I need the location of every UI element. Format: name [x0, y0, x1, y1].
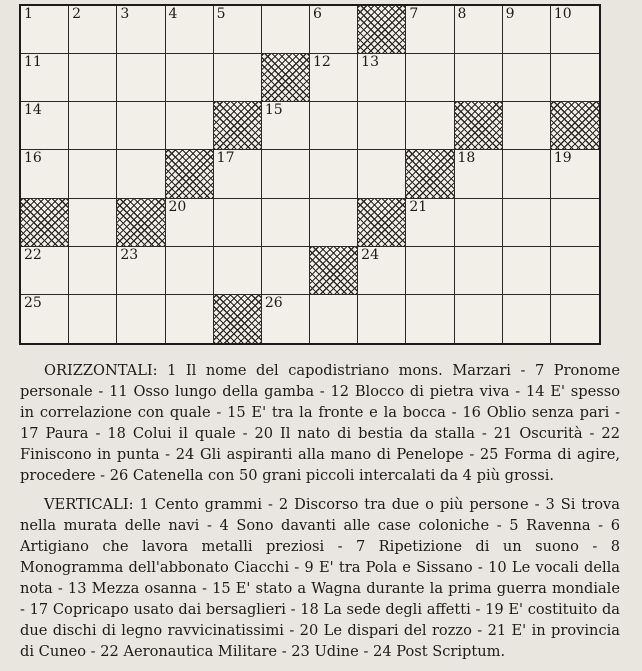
clue-number: 15 — [264, 102, 283, 119]
grid-cell — [69, 295, 117, 343]
grid-cell — [310, 6, 358, 54]
grid-cell — [166, 54, 214, 102]
down-clues — [20, 494, 620, 662]
grid-cell — [69, 199, 117, 247]
grid-cell — [358, 247, 406, 295]
grid-cell — [455, 6, 503, 54]
black-square — [262, 54, 310, 102]
black-square — [358, 199, 406, 247]
grid-cell — [310, 150, 358, 198]
grid-cell — [310, 102, 358, 150]
grid-cell — [69, 54, 117, 102]
grid-cell — [262, 6, 310, 54]
grid-cell — [551, 6, 599, 54]
down-clues-text: 1 Cento grammi - 2 Discorso tra due o più persone - 3 Si trova nella murata delle navi - 4 Sono davanti alle case coloniche - 5 Ravenna - 6 Artigiano che lavora metalli preziosi - 7 Ripetizione di un suono - 8 Monogramma dell'abbonato Ciacchi - 9 E' tra Pola e Sissano - 10 Le vocali della nota - 13 Mezza osanna - 15 E' stato a Wagna durante la prima guerra mondiale - 17 Copricapo usato dai bersaglieri - 18 La sede degli affetti - 19 E' costituito da due dischi di legno ravvicinatissimi - 20 Le dispari del rozzo - 21 E' in provincia di Cuneo - 22 Aeronautica Militare - 23 Udine - 24 Post Scriptum. — [20, 496, 620, 660]
black-square — [214, 102, 262, 150]
grid-cell — [358, 295, 406, 343]
grid-cell — [166, 102, 214, 150]
clue-number: 17 — [216, 150, 235, 167]
grid-cell — [358, 150, 406, 198]
black-square — [166, 150, 214, 198]
clue-number: 21 — [409, 198, 428, 215]
black-square — [455, 102, 503, 150]
grid-cell — [406, 295, 454, 343]
grid-cell — [21, 6, 69, 54]
grid-cell — [117, 6, 165, 54]
clue-number: 14 — [24, 102, 42, 119]
grid-cell — [358, 102, 406, 150]
grid-cell — [455, 199, 503, 247]
grid-cell — [117, 150, 165, 198]
clue-number: 4 — [168, 6, 178, 22]
grid-cell — [551, 295, 599, 343]
grid-cell — [262, 150, 310, 198]
grid-cell — [117, 102, 165, 150]
clue-number: 7 — [409, 6, 419, 22]
grid-cell — [551, 247, 599, 295]
clue-number: 25 — [24, 294, 42, 311]
grid-cell — [214, 199, 262, 247]
black-square — [406, 150, 454, 198]
grid-cell — [21, 150, 69, 198]
grid-cell — [69, 6, 117, 54]
grid-cell — [455, 247, 503, 295]
black-square — [358, 6, 406, 54]
grid-cell — [310, 199, 358, 247]
across-heading: ORIZZONTALI: — [44, 362, 158, 379]
grid-cell — [69, 102, 117, 150]
clue-number: 19 — [553, 150, 572, 167]
clues-section — [20, 360, 620, 662]
grid-cell — [455, 150, 503, 198]
clue-number: 20 — [168, 198, 187, 215]
black-square — [214, 295, 262, 343]
grid-cell — [310, 54, 358, 102]
grid-cell — [262, 102, 310, 150]
grid-cell — [310, 295, 358, 343]
clue-number: 5 — [216, 6, 226, 22]
grid-cell — [117, 247, 165, 295]
clue-number: 6 — [313, 6, 322, 22]
grid-cell — [21, 54, 69, 102]
grid-cell — [503, 295, 551, 343]
clue-number: 9 — [505, 6, 515, 22]
black-square — [21, 199, 69, 247]
grid-cell — [69, 150, 117, 198]
grid-cell — [503, 247, 551, 295]
clue-number: 22 — [24, 246, 42, 263]
clue-number: 8 — [457, 6, 467, 22]
across-clues — [20, 360, 620, 486]
clue-number: 18 — [457, 150, 476, 167]
grid-cell — [455, 54, 503, 102]
grid-cell — [503, 6, 551, 54]
grid-cell — [262, 199, 310, 247]
clue-number: 2 — [72, 6, 82, 22]
grid-cell — [117, 295, 165, 343]
grid-cell — [166, 6, 214, 54]
grid-cell — [406, 102, 454, 150]
grid-cell — [551, 199, 599, 247]
across-clues-text: 1 Il nome del capodistriano mons. Marzari - 7 Pronome personale - 11 Osso lungo della gamba - 12 Blocco di pietra viva - 14 E' spesso in correlazione con quale - 15 E' tra la fronte e la bocca - 16 Oblio senza pari - 17 Paura - 18 Colui il quale - 20 Il nato di bestia da stalla - 21 Oscurità - 22 Finiscono in punta - 24 Gli aspiranti alla mano di Penelope - 25 Forma di agire, procedere - 26 Catenella con 50 grani piccoli intercalati da 4 più grossi. — [20, 362, 620, 484]
grid-cell — [503, 102, 551, 150]
clue-number: 16 — [24, 150, 42, 167]
grid-cell — [358, 54, 406, 102]
black-square — [551, 102, 599, 150]
grid-cell — [262, 247, 310, 295]
grid-cell — [117, 54, 165, 102]
clue-number: 12 — [313, 54, 331, 71]
clue-number: 1 — [24, 6, 33, 22]
grid-cell — [551, 54, 599, 102]
clue-number: 11 — [24, 54, 42, 71]
grid-cell — [406, 247, 454, 295]
grid-cell — [21, 247, 69, 295]
grid-cell — [214, 54, 262, 102]
clue-number: 23 — [120, 246, 139, 263]
grid-cell — [503, 199, 551, 247]
grid-cell — [214, 150, 262, 198]
clue-number: 26 — [264, 294, 283, 311]
black-square — [310, 247, 358, 295]
black-square — [117, 199, 165, 247]
grid-cell — [166, 199, 214, 247]
grid-cell — [406, 199, 454, 247]
grid-cell — [166, 247, 214, 295]
grid-cell — [21, 295, 69, 343]
grid-cell — [214, 247, 262, 295]
grid-cell — [262, 295, 310, 343]
crossword-grid — [19, 4, 601, 345]
grid-cell — [214, 6, 262, 54]
grid-cell — [455, 295, 503, 343]
grid-cell — [21, 102, 69, 150]
clue-number: 24 — [361, 246, 379, 263]
grid-cell — [406, 6, 454, 54]
grid-cell — [69, 247, 117, 295]
down-heading: VERTICALI: — [44, 496, 134, 513]
grid-cell — [503, 54, 551, 102]
grid-cell — [406, 54, 454, 102]
grid-cell — [166, 295, 214, 343]
clue-number: 13 — [361, 54, 379, 71]
grid-cell — [551, 150, 599, 198]
clue-number: 3 — [120, 6, 130, 22]
clue-number: 10 — [553, 6, 572, 22]
grid-cell — [503, 150, 551, 198]
